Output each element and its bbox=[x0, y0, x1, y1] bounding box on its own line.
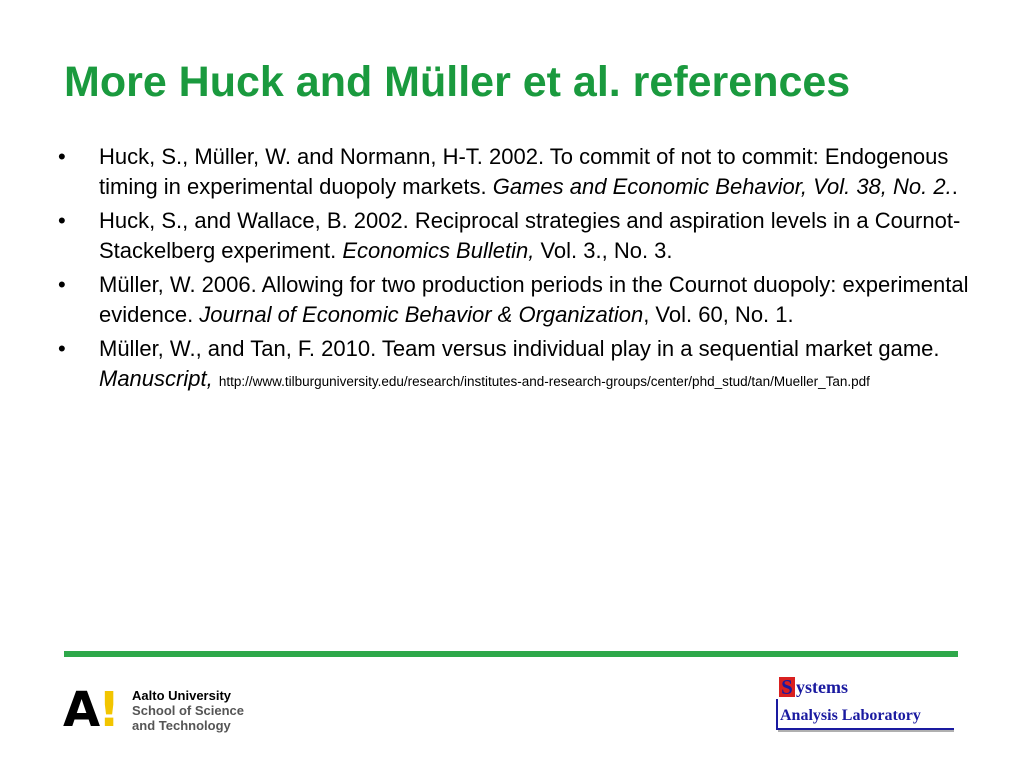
aalto-mark-letter: A bbox=[63, 682, 101, 738]
aalto-logo bbox=[63, 682, 245, 738]
reference-text: Huck, S., Müller, W. and Normann, H-T. 2002. To commit of not to commit: Endogenous timing in experimental duopoly markets. bbox=[99, 144, 949, 199]
slide-title: More Huck and Müller et al. references bbox=[64, 58, 851, 106]
reference-item bbox=[58, 270, 970, 330]
bullet: • bbox=[58, 208, 66, 233]
reference-list bbox=[58, 142, 970, 398]
sal-ystems: ystems bbox=[796, 677, 848, 697]
reference-url-link[interactable]: http://www.tilburguniversity.edu/research/institutes-and-research-groups/center/phd_stud/tan/Mueller_Tan.pdf bbox=[218, 374, 870, 389]
aalto-mark-bang: ! bbox=[98, 682, 121, 738]
sal-vertical-bar bbox=[776, 699, 778, 730]
reference-text: Müller, W., and Tan, F. 2010. Team versus individual play in a sequential market game. bbox=[99, 336, 940, 361]
reference-suffix: Vol. 3., No. 3. bbox=[534, 238, 673, 263]
sal-analysis-laboratory: Analysis Laboratory bbox=[780, 707, 921, 724]
aalto-wordmark bbox=[132, 688, 244, 733]
reference-text: Huck, S., and Wallace, B. 2002. Reciprocal strategies and aspiration levels in a Cournot-Stackelberg experiment. bbox=[99, 208, 961, 263]
bullet: • bbox=[58, 272, 66, 297]
reference-journal: Games and Economic Behavior, Vol. 38, No. 2. bbox=[492, 174, 952, 199]
reference-journal: Manuscript, bbox=[99, 366, 213, 391]
reference-text: Müller, W. 2006. Allowing for two production periods in the Cournot duopoly: experimental evidence. bbox=[99, 272, 969, 327]
reference-item bbox=[58, 206, 970, 266]
aalto-line-3: and Technology bbox=[132, 717, 231, 733]
reference-item bbox=[58, 142, 970, 202]
sal-underline-shadow bbox=[778, 730, 954, 732]
footer-divider bbox=[64, 651, 958, 657]
sal-s-letter: S bbox=[779, 677, 795, 697]
reference-journal: Economics Bulletin, bbox=[342, 238, 535, 263]
reference-suffix: . bbox=[951, 174, 958, 199]
bullet: • bbox=[58, 336, 66, 361]
aalto-line-2: School of Science bbox=[132, 702, 245, 718]
reference-suffix: , Vol. 60, No. 1. bbox=[643, 302, 794, 327]
aalto-line-1: Aalto University bbox=[132, 687, 232, 703]
sal-systems-word bbox=[779, 677, 848, 697]
reference-item bbox=[58, 334, 970, 394]
aalto-a-icon bbox=[63, 682, 121, 738]
reference-journal: Journal of Economic Behavior & Organization bbox=[199, 302, 644, 327]
bullet: • bbox=[58, 144, 66, 169]
systems-analysis-lab-logo bbox=[776, 677, 956, 733]
